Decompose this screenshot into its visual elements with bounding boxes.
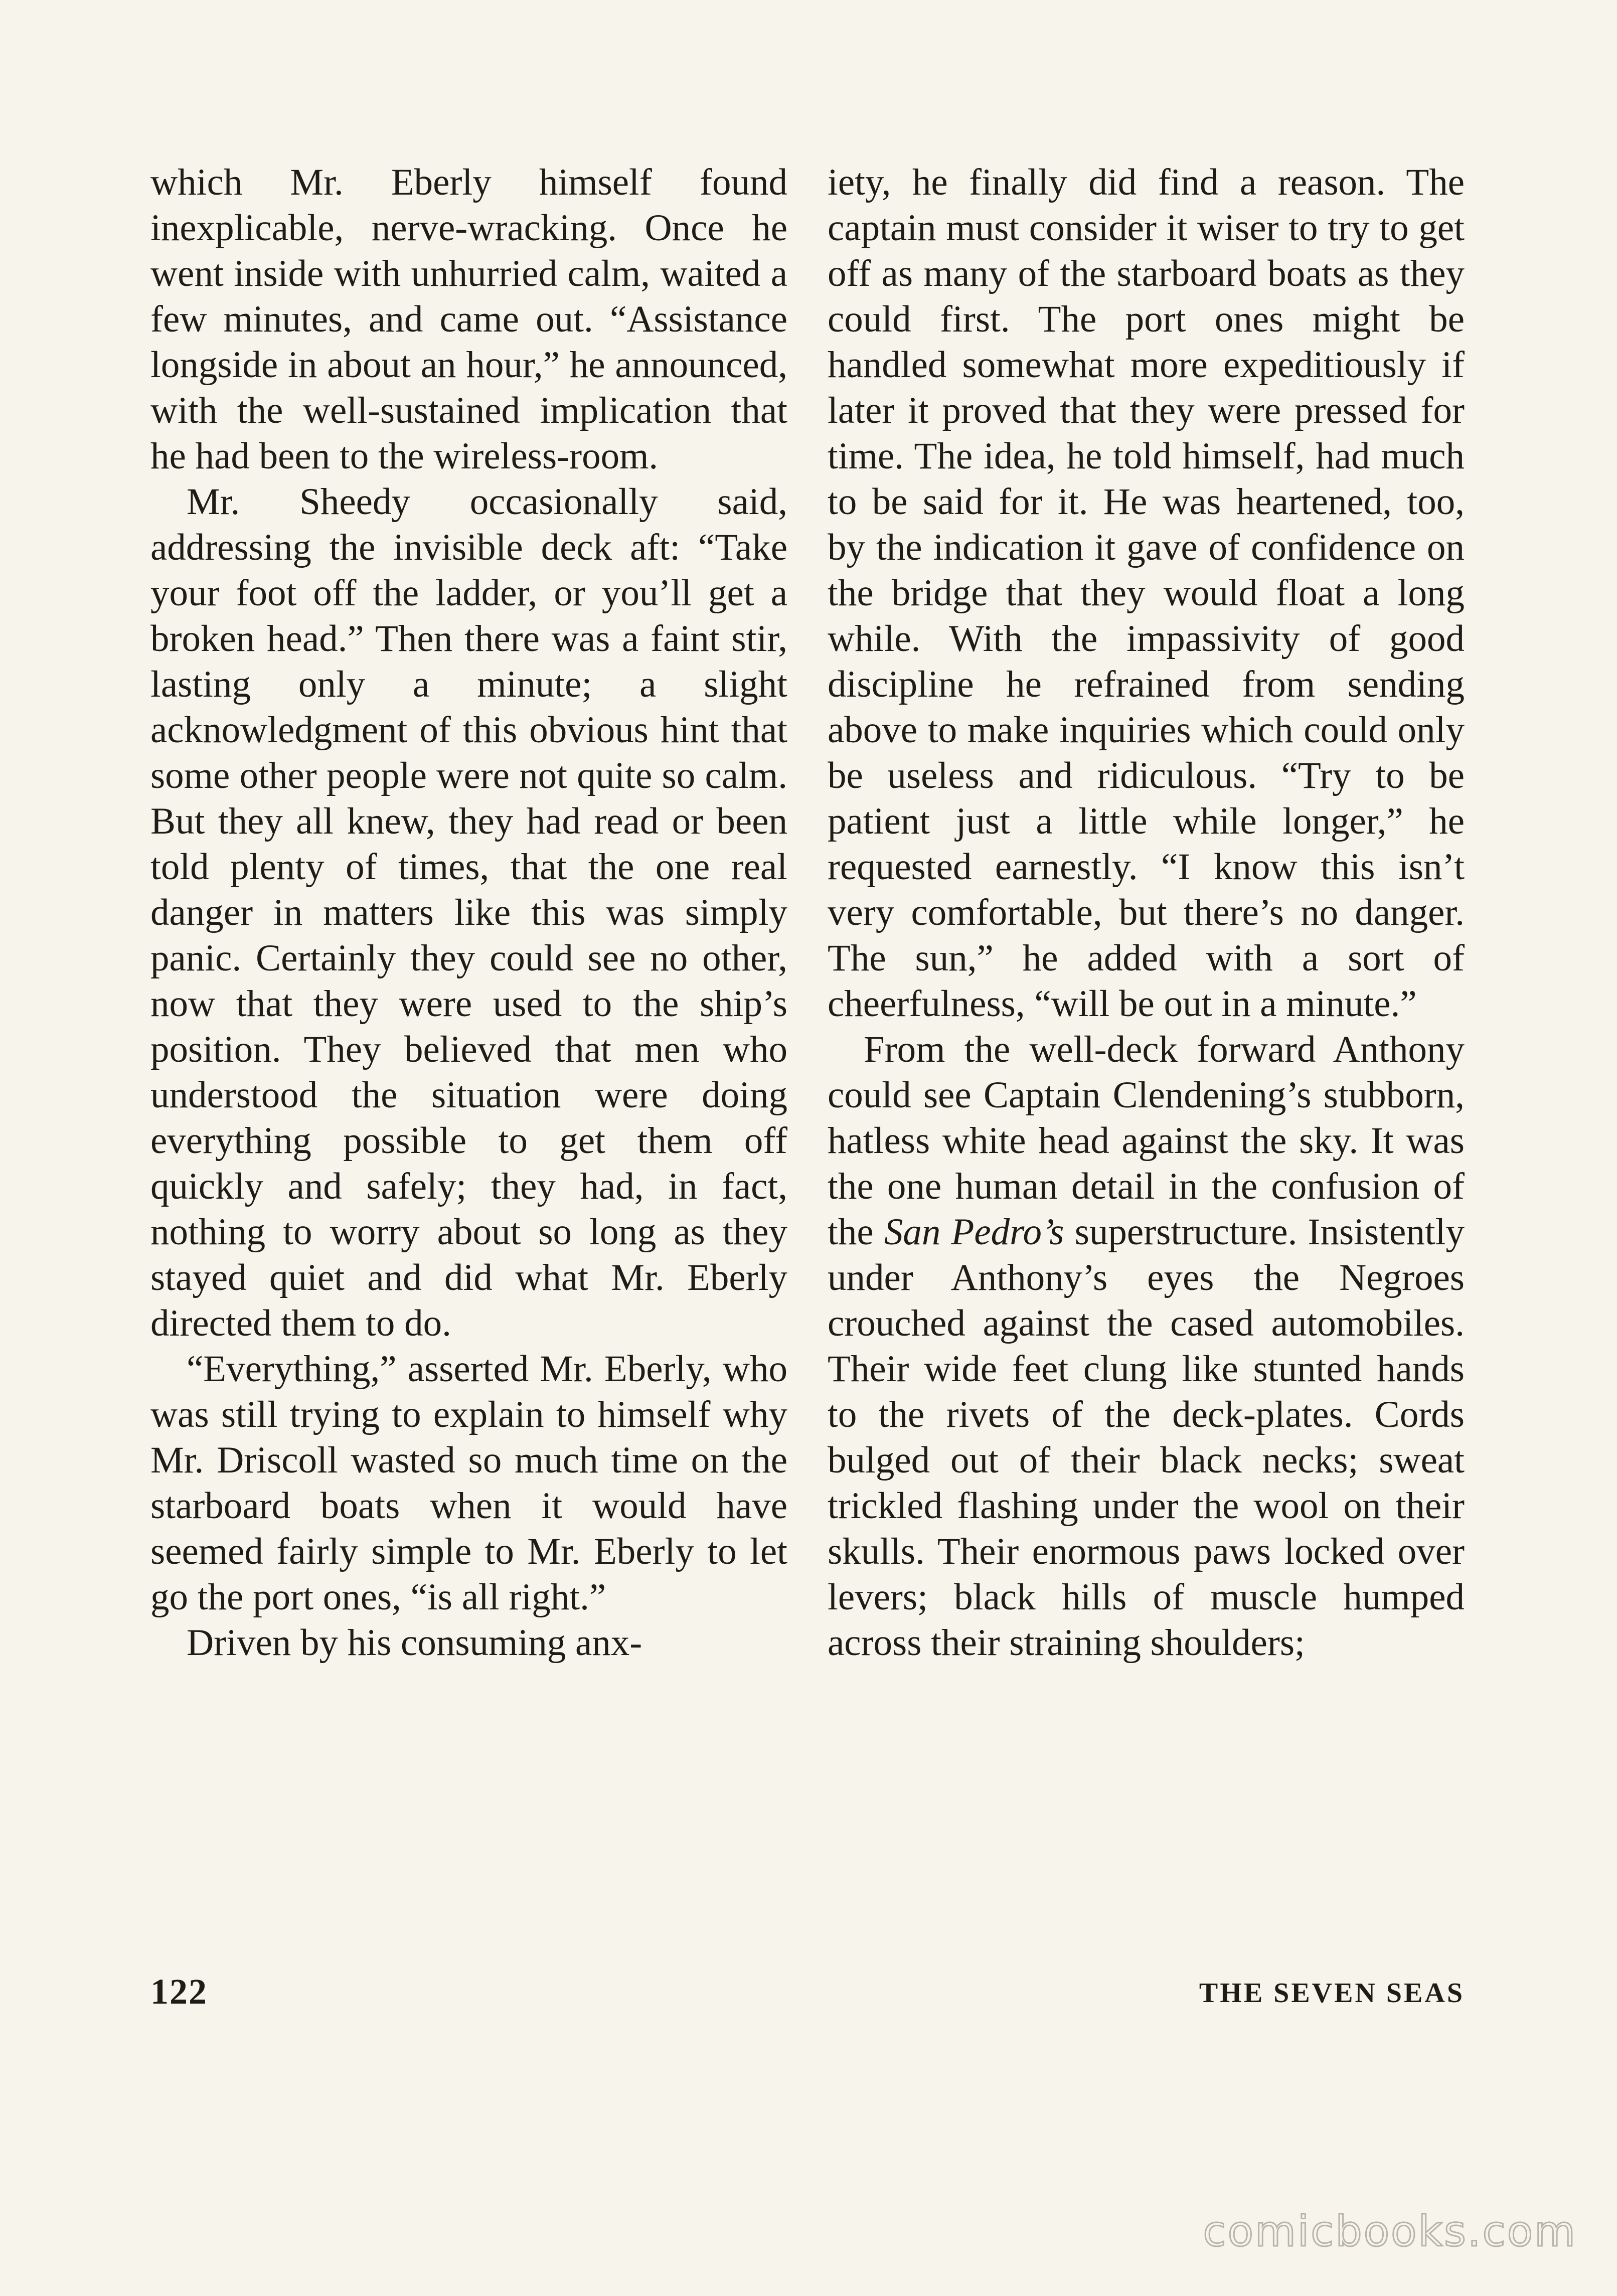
paragraph <box>828 159 1465 1027</box>
page-number: 122 <box>150 1972 208 2012</box>
page-footer <box>150 1971 1465 2021</box>
ship-name-italic: San Pedro’s <box>884 1211 1064 1253</box>
paragraph-text: From the well-deck forward Anthony could see Captain Clendening’s stubborn, hatless white head against the sky. It was the one human detail in the confusion of the <box>828 1029 1465 1253</box>
paragraph <box>828 1027 1465 1666</box>
paragraph-text: superstructure. Insistently under Anthony’s eyes the Negroes crouched against the cased automobiles. Their wide feet clung like stunted hands to the rivets of the deck-plates. Cords bulged out of their black necks; sweat trickled flashing under the wool on their skulls. Their enormous paws locked over levers; black hills of muscle humped across their straining shoulders; <box>828 1211 1465 1664</box>
left-column <box>150 159 787 1666</box>
running-title: THE SEVEN SEAS <box>1199 1978 1465 2009</box>
paragraph-text: iety, he finally did find a reason. The captain must consider it wiser to try to get off as many of the starboard boats as they could first. The port ones might be handled somewhat more expeditiously if later it proved that they were pressed for time. The idea, he told himself, had much to be said for it. He was heartened, too, by the indication it gave of confidence on the bridge that they would float a long while. With the impassivity of good discipline he refrained from sending above to make inquiries which could only be useless and ridiculous. “Try to be patient just a little while longer,” he requested earnestly. “I know this isn’t very comfortable, but there’s no danger. The sun,” he added with a sort of cheerfulness, “will be out in a minute.” <box>828 161 1465 1025</box>
paragraph: Driven by his consuming anx- <box>187 1622 642 1664</box>
paragraph: “Everything,” asserted Mr. Eberly, who was still trying to explain to himself why Mr. Driscoll wasted so much time on the starboard boats when it would have seemed fairly simple to Mr. Eberly to let go the port ones, “is all right.” <box>150 1348 787 1618</box>
paragraph: which Mr. Eberly himself found inexplicable, nerve-wracking. Once he went inside with unhurried calm, waited a few minutes, and came out. “Assistance longside in about an hour,” he announced, with the well-sustained implication that he had been to the wireless-room. <box>150 161 787 477</box>
right-column <box>828 159 1465 1666</box>
paragraph: Mr. Sheedy occasionally said, addressing the invisible deck aft: “Take your foot off the ladder, or you’ll get a broken head.” Then there was a faint stir, lasting only a minute; a slight acknowledgment of this obvious hint that some other people were not quite so calm. But they all knew, they had read or been told plenty of times, that the one real danger in matters like this was simply panic. Certainly they could see no other, now that they were used to the ship’s position. They believed that men who understood the situation were doing everything possible to get them off quickly and safely; they had, in fact, nothing to worry about so long as they stayed quiet and did what Mr. Eberly directed them to do. <box>150 481 787 1344</box>
watermark: comicbooks.com <box>1203 2207 1577 2256</box>
